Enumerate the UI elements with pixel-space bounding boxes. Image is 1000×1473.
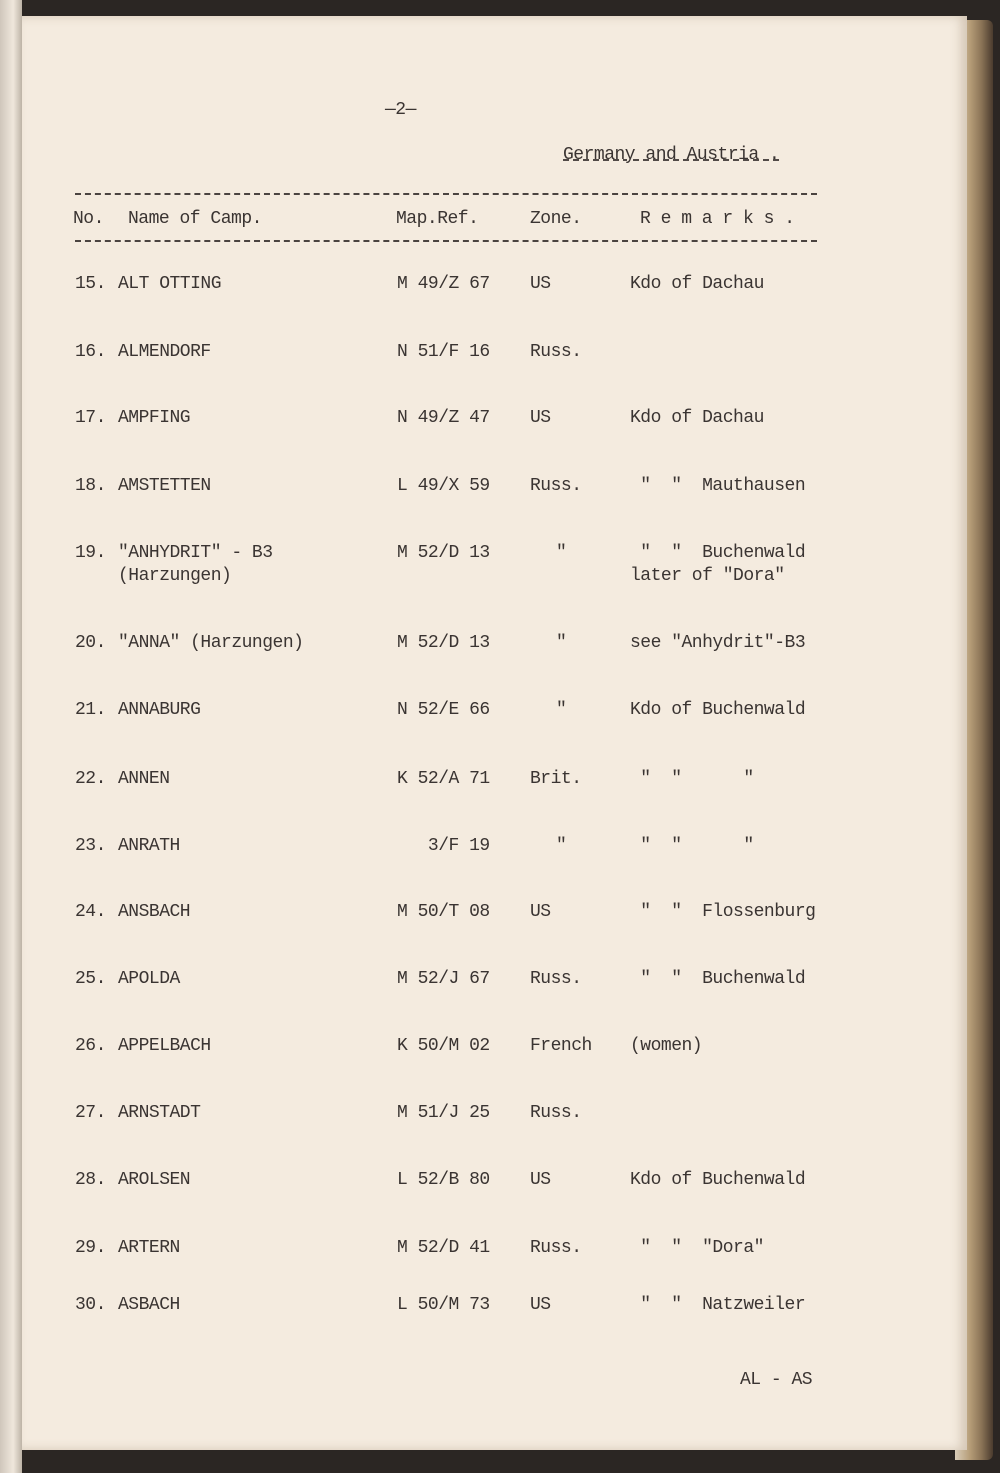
zone: ": [556, 543, 567, 563]
zone: French: [530, 1036, 592, 1056]
map-reference: N 51/F 16: [397, 342, 490, 362]
zone: Brit.: [530, 769, 582, 789]
row-number: 29.: [75, 1238, 106, 1258]
map-reference: K 50/M 02: [397, 1036, 490, 1056]
row-number: 18.: [75, 476, 106, 496]
camp-name: ALT OTTING: [118, 274, 222, 294]
adjacent-page-edge: [0, 0, 22, 1473]
map-reference: M 51/J 25: [397, 1103, 490, 1123]
map-reference: M 52/D 13: [397, 543, 490, 563]
zone: Russ.: [530, 1103, 582, 1123]
camp-name: ANSBACH: [118, 902, 191, 922]
remarks: Kdo of Buchenwald: [630, 1170, 806, 1190]
zone: Russ.: [530, 1238, 582, 1258]
row-number: 23.: [75, 836, 106, 856]
row-number: 26.: [75, 1036, 106, 1056]
camp-name: ASBACH: [118, 1295, 180, 1315]
map-reference: 3/F 19: [397, 836, 490, 856]
zone: Russ.: [530, 969, 582, 989]
header-zone: Zone.: [530, 209, 582, 229]
row-number: 21.: [75, 700, 106, 720]
zone: US: [530, 902, 551, 922]
remarks-continued: later of "Dora": [630, 566, 785, 586]
map-reference: M 52/D 13: [397, 633, 490, 653]
remarks: " " Flossenburg: [630, 902, 816, 922]
zone: Russ.: [530, 342, 582, 362]
row-number: 24.: [75, 902, 106, 922]
camp-name: AMSTETTEN: [118, 476, 211, 496]
row-number: 16.: [75, 342, 106, 362]
camp-name: ARNSTADT: [118, 1103, 201, 1123]
camp-name: AMPFING: [118, 408, 191, 428]
section-title: Germany and Austria .: [563, 145, 780, 165]
header-remarks: R e m a r k s .: [640, 209, 795, 229]
camp-name: ARTERN: [118, 1238, 180, 1258]
map-reference: L 50/M 73: [397, 1295, 490, 1315]
remarks: " " ": [630, 769, 754, 789]
camp-name: APPELBACH: [118, 1036, 211, 1056]
row-number: 30.: [75, 1295, 106, 1315]
zone: US: [530, 1170, 551, 1190]
map-reference: M 52/D 41: [397, 1238, 490, 1258]
map-reference: N 49/Z 47: [397, 408, 490, 428]
row-number: 20.: [75, 633, 106, 653]
map-reference: L 49/X 59: [397, 476, 490, 496]
zone: ": [556, 700, 567, 720]
camp-name: ANNABURG: [118, 700, 201, 720]
remarks: " " Mauthausen: [630, 476, 806, 496]
footer-range: AL - AS: [740, 1370, 813, 1390]
camp-name: ALMENDORF: [118, 342, 211, 362]
zone: US: [530, 274, 551, 294]
camp-name: AROLSEN: [118, 1170, 191, 1190]
zone: ": [556, 836, 567, 856]
remarks: " " Natzweiler: [630, 1295, 806, 1315]
header-name: Name of Camp.: [128, 209, 262, 229]
remarks: Kdo of Dachau: [630, 274, 764, 294]
header-map-ref: Map.Ref.: [396, 209, 479, 229]
row-number: 22.: [75, 769, 106, 789]
rule-header: [75, 240, 817, 242]
row-number: 25.: [75, 969, 106, 989]
remarks: Kdo of Dachau: [630, 408, 764, 428]
remarks: " " "Dora": [630, 1238, 764, 1258]
zone: US: [530, 1295, 551, 1315]
row-number: 17.: [75, 408, 106, 428]
page-number: —2—: [385, 100, 416, 120]
rule-top: [75, 193, 817, 195]
remarks: " " Buchenwald: [630, 969, 806, 989]
zone: US: [530, 408, 551, 428]
row-number: 27.: [75, 1103, 106, 1123]
remarks: Kdo of Buchenwald: [630, 700, 806, 720]
map-reference: K 52/A 71: [397, 769, 490, 789]
map-reference: M 49/Z 67: [397, 274, 490, 294]
camp-name: ANNEN: [118, 769, 170, 789]
row-number: 15.: [75, 274, 106, 294]
remarks: " " Buchenwald: [630, 543, 806, 563]
header-no: No.: [73, 209, 104, 229]
map-reference: M 52/J 67: [397, 969, 490, 989]
row-number: 28.: [75, 1170, 106, 1190]
zone: ": [556, 633, 567, 653]
remarks: see "Anhydrit"-B3: [630, 633, 806, 653]
map-reference: L 52/B 80: [397, 1170, 490, 1190]
camp-name: "ANHYDRIT" - B3: [118, 543, 273, 563]
map-reference: N 52/E 66: [397, 700, 490, 720]
remarks: " " ": [630, 836, 754, 856]
camp-name: APOLDA: [118, 969, 180, 989]
document-page: [22, 16, 967, 1450]
zone: Russ.: [530, 476, 582, 496]
camp-name: "ANNA" (Harzungen): [118, 633, 304, 653]
map-reference: M 50/T 08: [397, 902, 490, 922]
camp-name-continued: (Harzungen): [118, 566, 232, 586]
remarks: (women): [630, 1036, 703, 1056]
camp-name: ANRATH: [118, 836, 180, 856]
row-number: 19.: [75, 543, 106, 563]
